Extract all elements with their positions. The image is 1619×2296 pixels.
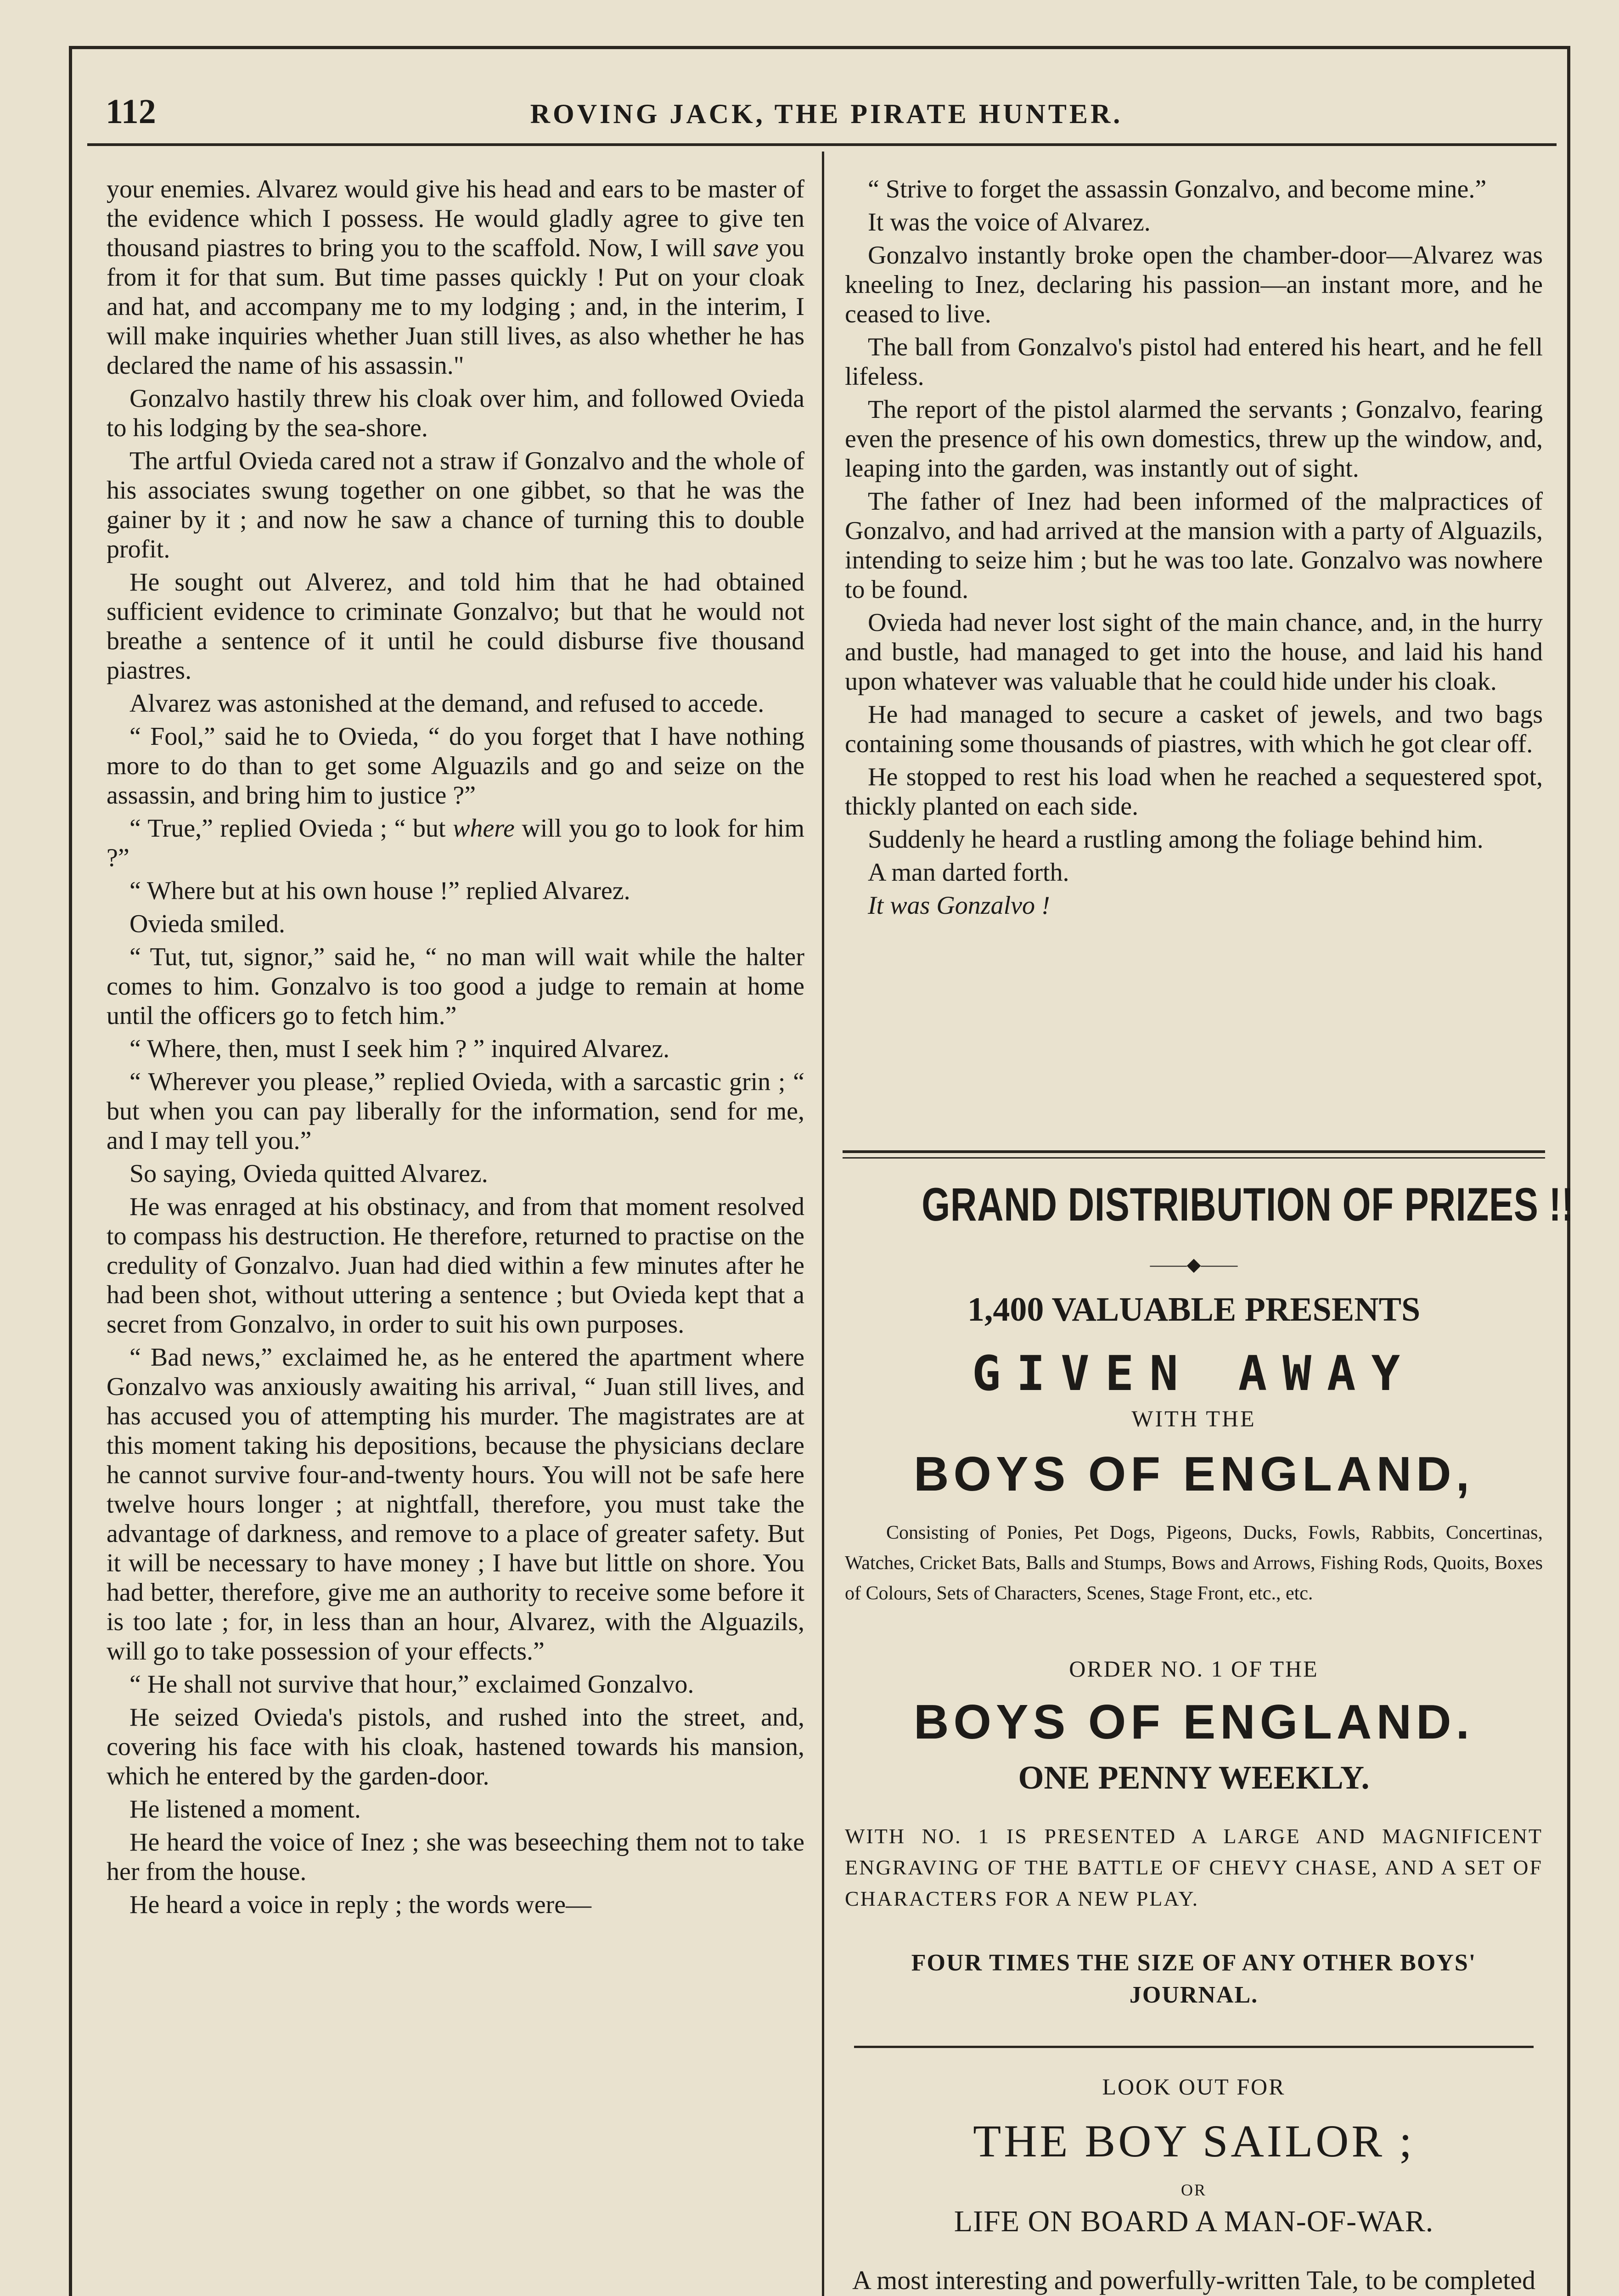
page-number: 112 [106,92,156,131]
paragraph: It was Gonzalvo ! [868,891,1050,920]
paragraph: He sought out Alverez, and told him that he had obtained sufficient evidence to criminate Gonzalvo; but that he would not breathe a sentence of it until he could disburse five thousand piastres. [107,568,804,685]
paragraph: “ Strive to forget the assassin Gonzalvo, and become mine.” [868,175,1487,203]
ad-order-line: ORDER NO. 1 OF THE [1069,1656,1319,1682]
paragraph: “ True,” replied Ovieda ; “ but where will you go to look for him ?” [107,814,805,872]
ad-one-penny: ONE PENNY WEEKLY. [1018,1759,1370,1796]
paragraph: He had managed to secure a casket of jewels, and two bags containing some thousands of piastres, with which he got clear off. [845,700,1543,758]
paragraph: “ Where but at his own house !” replied Alvarez. [129,877,630,905]
paragraph: Gonzalvo instantly broke open the chamber-door—Alvarez was kneeling to Inez, declaring his passion—an instant more, and he ceased to live. [845,241,1543,328]
paragraph: He was enraged at his obstinacy, and from that moment resolved to compass his destruction. He therefore, returned to practise on the credulity of Gonzalvo. Juan had died within a few minutes after he had been shot, without uttering a sentence ; but Ovieda kept that a secret from Gonzalvo, in order to suit his own purposes. [107,1193,804,1339]
page-header [101,87,1552,142]
paragraph: The father of Inez had been informed of the malpractices of Gonzalvo, and had arrived at the mansion with a party of Alguazils, intending to seize him ; but he was too late. Gonzalvo was nowhere to be found. [845,487,1543,604]
paragraph: “ He shall not survive that hour,” exclaimed Gonzalvo. [129,1670,694,1699]
ad-boy-sailor: THE BOY SAILOR ; [973,2116,1415,2167]
header-rule [87,143,1557,146]
ad-or: OR [1181,2181,1207,2199]
ad-boys-of-england: BOYS OF ENGLAND, [913,1447,1474,1501]
ad-ornament: ——◆—— [1150,1254,1238,1275]
ad-given-away: GIVEN AWAY [972,1345,1416,1401]
ad-description: A most interesting and powerfully-written Tale, to be completed [852,2265,1535,2295]
ad-top-rule [843,1150,1545,1153]
paragraph: “ Bad news,” exclaimed he, as he entered the apartment where Gonzalvo was anxiously awaiting his arrival, “ Juan still lives, and has accused you of attempting his murder. The magistrates are at this moment taking his depositions, because the physicians declare he cannot survive four-and-twenty hours. You will not be safe here twelve hours longer ; at nightfall, therefore, you must take the advantage of darkness, and remove to a place of greater safety. But it will be necessary to have money ; I have but little on shore. You had better, therefore, give me an authority to receive some before it is too late ; for, in less than an hour, Alvarez, with the Alguazils, will go to take possession of your effects.” [107,1343,804,1666]
ad-top-rule-thin [843,1157,1545,1159]
running-title: ROVING JACK, THE PIRATE HUNTER. [530,99,1123,129]
paragraph: He heard the voice of Inez ; she was beseeching them not to take her from the house. [107,1828,804,1886]
ad-with-the: WITH THE [1131,1406,1256,1431]
story-left-column [107,174,804,1923]
ad-presented: WITH NO. 1 IS PRESENTED A LARGE AND MAGNIFICENT ENGRAVING OF THE BATTLE OF CHEVY CHASE, AND A SET OF CHARACTERS FOR A NEW PLAY. [845,1824,1543,1910]
paragraph: He stopped to rest his load when he reached a sequestered spot, thickly planted on each side. [845,763,1543,821]
ad-headline: GRAND DISTRIBUTION OF PRIZES !! [922,1178,1574,1231]
paragraph: “ Fool,” said he to Ovieda, “ do you forget that I have nothing more to do than to get some Alguazils and go and seize on the assassin, and bring him to justice ?” [107,722,804,810]
ad-prize-list: Consisting of Ponies, Pet Dogs, Pigeons, Ducks, Fowls, Rabbits, Concertinas, Watches, Cricket Bats, Balls and Stumps, Bows and Arrows, Fishing Rods, Quoits, Boxes of Colours, Sets of Characters, Scenes, Stage Front, etc., etc. [845,1522,1543,1604]
paragraph: The artful Ovieda cared not a straw if Gonzalvo and the whole of his associates swung together on one gibbet, so that he was the gainer by it ; and now he saw a chance of turning this to double profit. [107,447,804,563]
column-divider [822,152,824,2296]
paragraph: your enemies. Alvarez would give his head and ears to be master of the evidence which I possess. He would gladly agree to give ten thousand piastres to bring you to the scaffold. Now, I will save you from it for that sum. But time passes quickly ! Put on your cloak and hat, and accompany me to my lodging ; and, in the interim, I will make inquiries whether Juan still lives, as also whether he has declared the name of his assassin." [107,175,804,380]
ad-life-on-board: LIFE ON BOARD A MAN-OF-WAR. [954,2205,1434,2238]
paragraph: A man darted forth. [868,858,1069,887]
paragraph: Ovieda had never lost sight of the main chance, and, in the hurry and bustle, had managed to get into the house, and laid his hand upon whatever was valuable that he could hide under his cloak. [845,608,1543,696]
ad-four-times: FOUR TIMES THE SIZE OF ANY OTHER BOYS' JOURNAL. [911,1950,1477,2008]
paragraph: It was the voice of Alvarez. [868,208,1151,236]
paragraph: The ball from Gonzalvo's pistol had entered his heart, and he fell lifeless. [845,333,1543,391]
paragraph: The report of the pistol alarmed the servants ; Gonzalvo, fearing even the presence of his own domestics, threw up the window, and, leaping into the garden, was instantly out of sight. [845,395,1543,483]
ad-middle-rule [854,2046,1534,2048]
paragraph: “ Tut, tut, signor,” said he, “ no man will wait while the halter comes to him. Gonzalvo is too good a judge to remain at home until the officers go to fetch him.” [107,943,804,1030]
ad-look-out: LOOK OUT FOR [1102,2074,1286,2099]
paragraph: He listened a moment. [129,1795,361,1823]
paragraph: “ Wherever you please,” replied Ovieda, with a sarcastic grin ; “ but when you can pay liberally for the information, send for me, and I may tell you.” [107,1068,804,1155]
paragraph: He seized Ovieda's pistols, and rushed into the street, and, covering his face with his cloak, hastened towards his mansion, which he entered by the garden-door. [107,1703,804,1790]
ad-presents: 1,400 VALUABLE PRESENTS [967,1291,1421,1328]
paragraph: So saying, Ovieda quitted Alvarez. [129,1159,488,1188]
paragraph: “ Where, then, must I seek him ? ” inquired Alvarez. [129,1035,670,1063]
paragraph: Alvarez was astonished at the demand, and refused to accede. [129,689,765,718]
story-right-column [845,174,1543,924]
ad-boys-of-england-2: BOYS OF ENGLAND. [913,1695,1474,1749]
paragraph: Suddenly he heard a rustling among the foliage behind him. [868,825,1484,854]
paragraph: Gonzalvo hastily threw his cloak over him, and followed Ovieda to his lodging by the sea-shore. [107,384,804,442]
paragraph: Ovieda smiled. [129,910,286,938]
paragraph: He heard a voice in reply ; the words were— [129,1891,592,1919]
